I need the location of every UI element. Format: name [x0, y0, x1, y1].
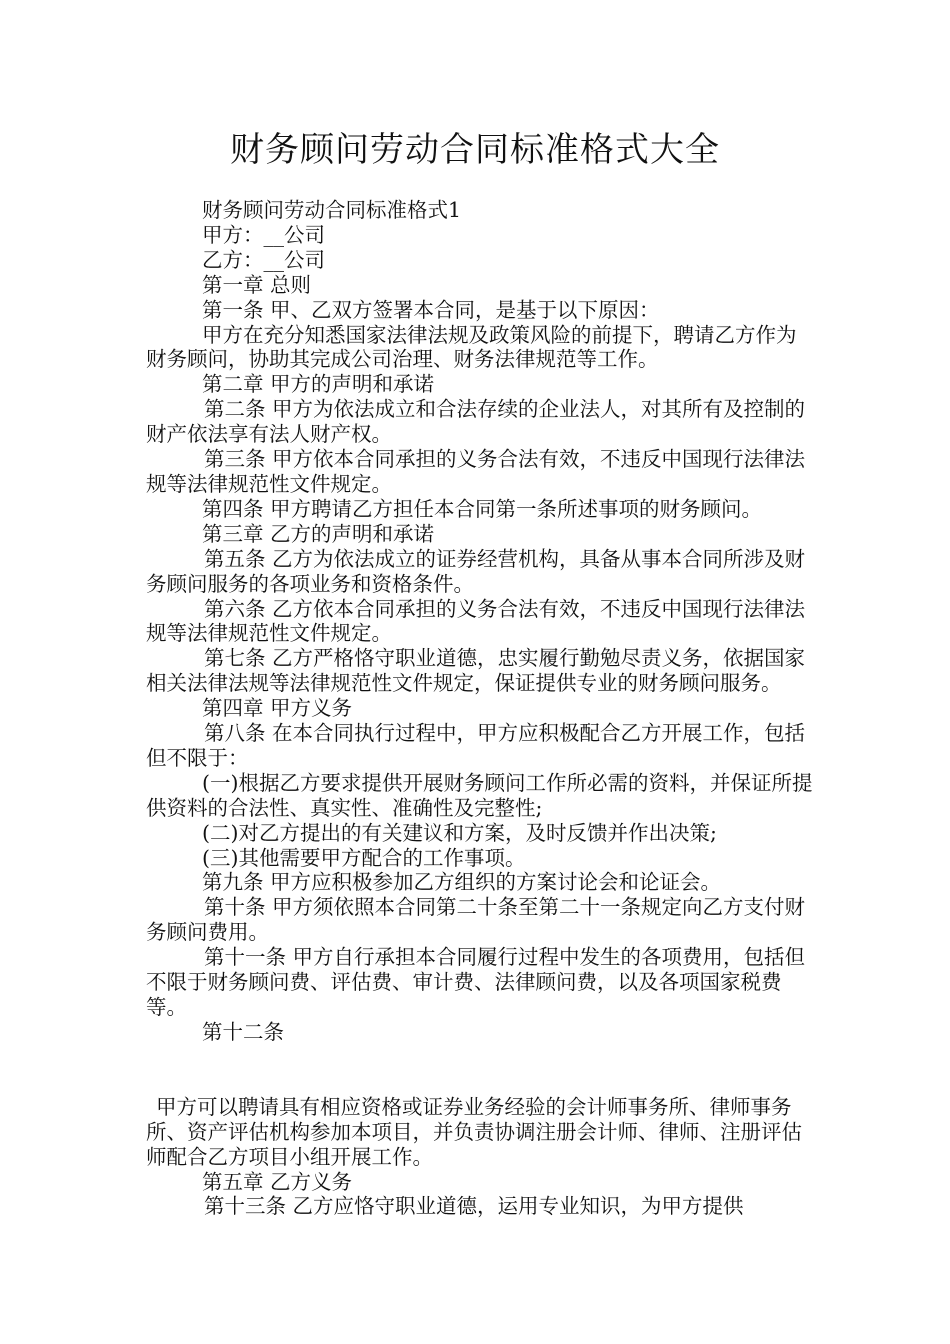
- paragraph: 第十条 甲方须依照本合同第二十条至第二十一条规定向乙方支付财务顾问费用。: [146, 895, 806, 945]
- chapter-heading: 第三章 乙方的声明和承诺: [202, 521, 435, 546]
- paragraph: 甲方在充分知悉国家法律法规及政策风险的前提下，聘请乙方作为财务顾问，协助其完成公司治理、财务法律规范等工作。: [146, 322, 797, 372]
- list-item: (三)其他需要甲方配合的工作事项。: [202, 845, 526, 870]
- paragraph: 甲方：__公司: [202, 222, 325, 247]
- paragraph: 甲方可以聘请具有相应资格或证券业务经验的会计师事务所、律师事务所、资产评估机构参加本项目，并负责协调注册会计师、律师、注册评估师配合乙方项目小组开展工作。: [146, 1094, 802, 1169]
- document-title: 财务顾问劳动合同标准格式大全: [230, 130, 720, 170]
- paragraph: 第四条 甲方聘请乙方担任本合同第一条所述事项的财务顾问。: [202, 496, 763, 521]
- chapter-heading: 第五章 乙方义务: [202, 1169, 353, 1194]
- spacer: [146, 1045, 816, 1095]
- paragraph: 第一条 甲、乙双方签署本合同，是基于以下原因：: [202, 297, 660, 322]
- paragraph: 第二条 甲方为依法成立和合法存续的企业法人，对其所有及控制的财产依法享有法人财产权。: [146, 397, 806, 447]
- list-item: (一)根据乙方要求提供开展财务顾问工作所必需的资料，并保证所提供资料的合法性、真实性、准确性及完整性;: [146, 770, 813, 820]
- paragraph: 第九条 甲方应积极参加乙方组织的方案讨论会和论证会。: [202, 870, 722, 895]
- paragraph: 乙方：__公司: [202, 247, 325, 272]
- paragraph: 第八条 在本合同执行过程中，甲方应积极配合乙方开展工作，包括但不限于：: [146, 721, 806, 770]
- document-body: [146, 198, 816, 1219]
- list-item: (二)对乙方提出的有关建议和方案，及时反馈并作出决策;: [202, 820, 717, 845]
- paragraph: 第六条 乙方依本合同承担的义务合法有效，不违反中国现行法律法规等法律规范性文件规定。: [146, 596, 806, 646]
- chapter-heading: 第四章 甲方义务: [202, 696, 353, 721]
- paragraph: 第三条 甲方依本合同承担的义务合法有效，不违反中国现行法律法规等法律规范性文件规定。: [146, 447, 806, 496]
- paragraph: 第十二条: [202, 1019, 284, 1044]
- chapter-heading: 第二章 甲方的声明和承诺: [202, 372, 435, 397]
- chapter-heading: 第一章 总则: [202, 272, 312, 297]
- paragraph: 第十三条 乙方应恪守职业道德，运用专业知识，为甲方提供: [204, 1194, 744, 1219]
- paragraph: 第十一条 甲方自行承担本合同履行过程中发生的各项费用，包括但不限于财务顾问费、评估费、审计费、法律顾问费，以及各项国家税费等。: [146, 945, 806, 1019]
- paragraph: 财务顾问劳动合同标准格式1: [202, 198, 462, 222]
- paragraph: 第五条 乙方为依法成立的证券经营机构，具备从事本合同所涉及财务顾问服务的各项业务和资格条件。: [146, 546, 806, 596]
- paragraph: 第七条 乙方严格恪守职业道德，忠实履行勤勉尽责义务，依据国家相关法律法规等法律规范性文件规定，保证提供专业的财务顾问服务。: [146, 646, 806, 696]
